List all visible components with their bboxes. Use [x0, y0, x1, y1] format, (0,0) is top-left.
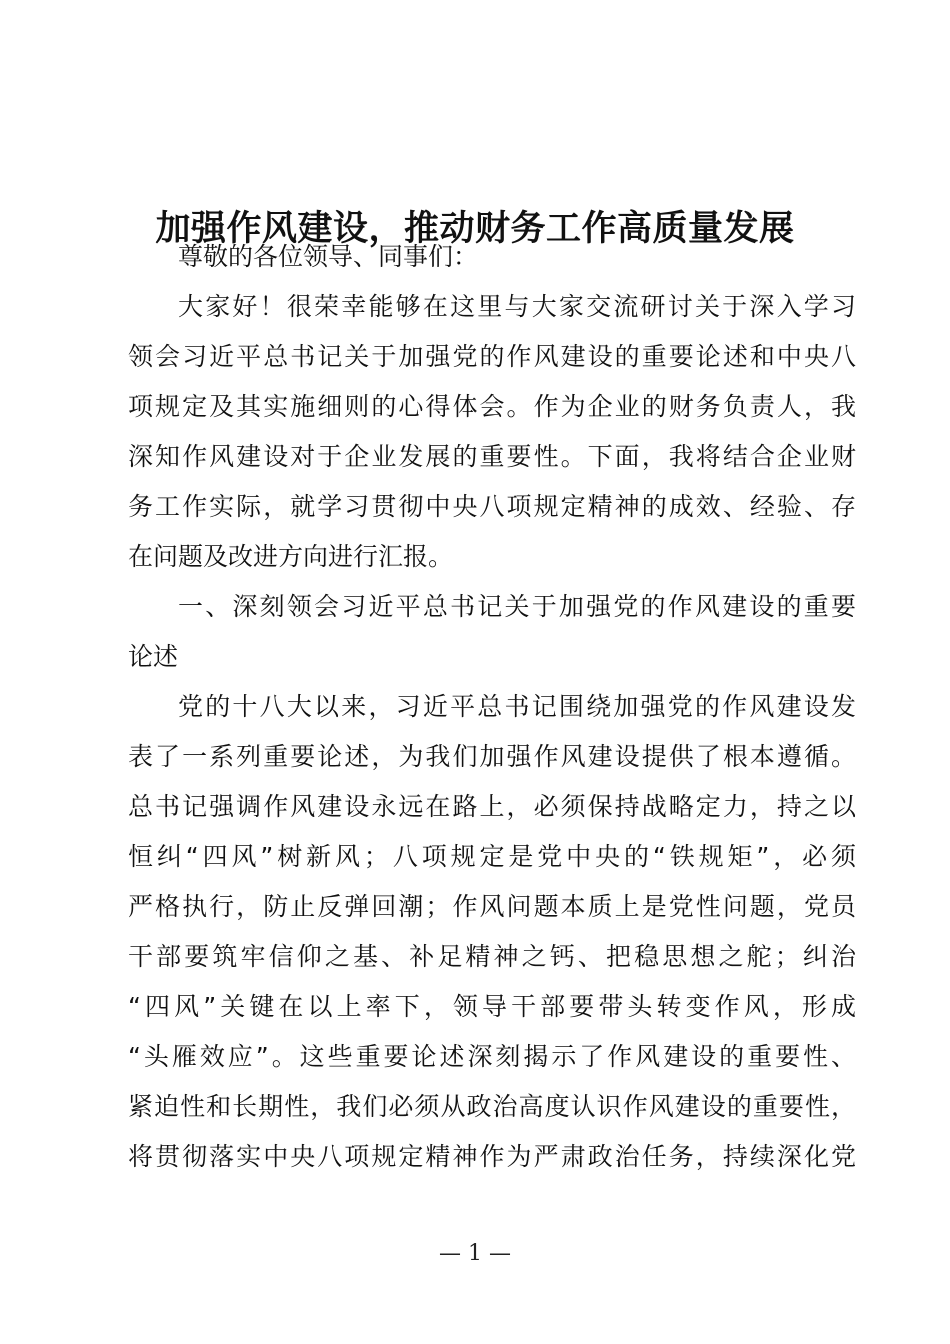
- text-line: 将贯彻落实中央八项规定精神作为严肃政治任务，持续深化党: [128, 1142, 856, 1171]
- text-line: 在问题及改进方向进行汇报。: [128, 542, 454, 571]
- text-line: 务工作实际，就学习贯彻中央八项规定精神的成效、经验、存: [128, 492, 856, 521]
- document-title: 加强作风建设，推动财务工作高质量发展: [155, 209, 795, 250]
- text-line: 一、深刻领会习近平总书记关于加强党的作风建设的重要: [178, 592, 856, 621]
- text-line: 领会习近平总书记关于加强党的作风建设的重要论述和中央八: [128, 342, 856, 371]
- paragraph-intro: [128, 282, 856, 582]
- text-line: 恒纠“四风”树新风；八项规定是党中央的“铁规矩”，必须: [128, 842, 856, 871]
- text-line: 大家好！很荣幸能够在这里与大家交流研讨关于深入学习: [178, 292, 856, 321]
- text-line: 项规定及其实施细则的心得体会。作为企业的财务负责人，我: [128, 392, 856, 421]
- paragraph-section-1: [128, 682, 856, 1182]
- text-line: 总书记强调作风建设永远在路上，必须保持战略定力，持之以: [128, 792, 856, 821]
- page-number: — 1 —: [439, 1241, 511, 1266]
- text-line: 论述: [128, 642, 179, 671]
- text-line: 表了一系列重要论述，为我们加强作风建设提供了根本遵循。: [128, 742, 856, 771]
- text-line: 严格执行，防止反弹回潮；作风问题本质上是党性问题，党员: [128, 892, 856, 921]
- document-body: [128, 282, 856, 1182]
- text-line: 深知作风建设对于企业发展的重要性。下面，我将结合企业财: [128, 442, 856, 471]
- text-line: “四风”关键在以上率下，领导干部要带头转变作风，形成: [128, 992, 856, 1021]
- text-line: 紧迫性和长期性，我们必须从政治高度认识作风建设的重要性，: [128, 1092, 856, 1121]
- text-line: 党的十八大以来，习近平总书记围绕加强党的作风建设发: [178, 692, 856, 721]
- salutation: 尊敬的各位领导、同事们：: [178, 242, 479, 271]
- text-line: 干部要筑牢信仰之基、补足精神之钙、把稳思想之舵；纠治: [128, 942, 856, 971]
- section-heading-1: [128, 582, 856, 682]
- text-line: “头雁效应”。这些重要论述深刻揭示了作风建设的重要性、: [128, 1042, 856, 1071]
